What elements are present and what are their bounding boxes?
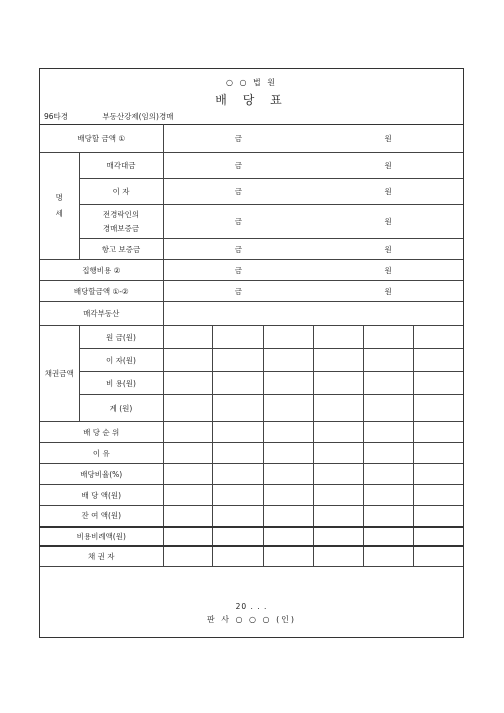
cell[interactable] xyxy=(313,349,363,372)
row-balance xyxy=(40,506,463,527)
label-execution-cost: 집행비용 ② xyxy=(40,260,163,281)
signature-date: 20 . . . xyxy=(235,602,268,611)
row-claim-cost xyxy=(40,372,463,395)
label-balance: 잔 여 액(원) xyxy=(40,506,163,527)
label-reason: 이 유 xyxy=(40,443,163,464)
cell[interactable] xyxy=(163,395,212,422)
cell[interactable] xyxy=(413,506,463,527)
cell[interactable] xyxy=(313,485,363,506)
cell[interactable] xyxy=(413,546,463,567)
value-property[interactable] xyxy=(163,302,463,326)
label-claim-interest: 이 자(원) xyxy=(79,349,163,372)
cell[interactable] xyxy=(363,506,413,527)
cell[interactable] xyxy=(163,372,212,395)
cell[interactable] xyxy=(163,349,212,372)
cell[interactable] xyxy=(263,546,313,567)
label-amount: 배 당 액(원) xyxy=(40,485,163,506)
label-principal: 원 금(원) xyxy=(79,326,163,349)
label-appeal-deposit: 항고 보증금 xyxy=(79,239,163,260)
amount-distributable[interactable]: 금 원 xyxy=(163,125,463,153)
amount-net-distributable[interactable]: 금 원 xyxy=(163,281,463,302)
amount-execution-cost[interactable]: 금 원 xyxy=(163,260,463,281)
cell[interactable] xyxy=(163,527,212,546)
cell[interactable] xyxy=(363,443,413,464)
case-type: 부동산강제(임의)경매 xyxy=(102,112,174,121)
case-number: 96타경 xyxy=(44,112,69,121)
row-ratio xyxy=(40,464,463,485)
cell[interactable] xyxy=(212,485,263,506)
cell[interactable] xyxy=(413,485,463,506)
label-claim-cost: 비 용(원) xyxy=(79,372,163,395)
row-claim-total xyxy=(40,395,463,422)
cell[interactable] xyxy=(212,422,263,443)
cell[interactable] xyxy=(363,546,413,567)
cell[interactable] xyxy=(413,443,463,464)
amount-sale-price[interactable]: 금 원 xyxy=(163,153,463,179)
distribution-table-form xyxy=(39,68,464,638)
cell[interactable] xyxy=(163,326,212,349)
amount-interest[interactable]: 금 원 xyxy=(163,179,463,205)
cell[interactable] xyxy=(313,443,363,464)
judge-signature: 판 사 ○ ○ ○ (인) xyxy=(206,615,297,624)
label-net-distributable: 배당할금액 ①-② xyxy=(40,281,163,302)
cell[interactable] xyxy=(263,372,313,395)
cell[interactable] xyxy=(163,464,212,485)
row-interest xyxy=(40,179,463,205)
cell[interactable] xyxy=(212,546,263,567)
cell[interactable] xyxy=(263,485,313,506)
row-deposit xyxy=(40,205,463,239)
row-net-distributable xyxy=(40,281,463,302)
cell[interactable] xyxy=(163,546,212,567)
cell[interactable] xyxy=(363,326,413,349)
row-execution-cost xyxy=(40,260,463,281)
row-amount xyxy=(40,485,463,506)
row-distributable xyxy=(40,125,463,153)
cell[interactable] xyxy=(363,422,413,443)
cell[interactable] xyxy=(413,349,463,372)
row-rank xyxy=(40,422,463,443)
cell[interactable] xyxy=(163,506,212,527)
amount-deposit[interactable]: 금 원 xyxy=(163,205,463,239)
form-title: 배 당 표 xyxy=(215,93,288,107)
row-claim-interest xyxy=(40,349,463,372)
cell[interactable] xyxy=(212,349,263,372)
label-rank: 배 당 순 위 xyxy=(40,422,163,443)
cell[interactable] xyxy=(413,372,463,395)
cell[interactable] xyxy=(313,527,363,546)
row-principal xyxy=(40,326,463,349)
row-creditor xyxy=(40,546,463,567)
cell[interactable] xyxy=(413,326,463,349)
row-reason xyxy=(40,443,463,464)
cell[interactable] xyxy=(212,326,263,349)
label-property: 매각부동산 xyxy=(40,302,163,326)
cell[interactable] xyxy=(413,422,463,443)
label-claim-total: 계 (원) xyxy=(79,395,163,422)
cell[interactable] xyxy=(263,326,313,349)
label-ratio: 배당비율(%) xyxy=(40,464,163,485)
cell[interactable] xyxy=(263,349,313,372)
row-cost-ratio-amount xyxy=(40,527,463,546)
cell[interactable] xyxy=(313,372,363,395)
row-sale-price xyxy=(40,153,463,179)
cell[interactable] xyxy=(313,506,363,527)
cell[interactable] xyxy=(212,443,263,464)
cell[interactable] xyxy=(212,464,263,485)
cell[interactable] xyxy=(313,546,363,567)
cell[interactable] xyxy=(313,422,363,443)
cell[interactable] xyxy=(212,372,263,395)
cell[interactable] xyxy=(263,422,313,443)
cell[interactable] xyxy=(363,395,413,422)
cell[interactable] xyxy=(263,527,313,546)
label-cost-ratio-amount: 비용비례액(원) xyxy=(40,527,163,546)
label-claims-group: 채권금액 xyxy=(40,326,79,422)
cell[interactable] xyxy=(413,464,463,485)
cell[interactable] xyxy=(363,527,413,546)
case-line xyxy=(44,111,173,122)
label-sale-price: 매각대금 xyxy=(79,153,163,179)
cell[interactable] xyxy=(212,527,263,546)
row-appeal-deposit xyxy=(40,239,463,260)
cell[interactable] xyxy=(313,464,363,485)
label-interest: 이 자 xyxy=(79,179,163,205)
cell[interactable] xyxy=(413,395,463,422)
row-property xyxy=(40,302,463,326)
cell[interactable] xyxy=(163,422,212,443)
cell[interactable] xyxy=(413,527,463,546)
cell[interactable] xyxy=(263,443,313,464)
label-distributable: 배당할 금액 ① xyxy=(40,125,163,153)
cell[interactable] xyxy=(363,372,413,395)
cell[interactable] xyxy=(363,464,413,485)
cell[interactable] xyxy=(363,349,413,372)
label-details-group: 명 세 xyxy=(40,153,79,260)
cell[interactable] xyxy=(263,464,313,485)
amount-appeal-deposit[interactable]: 금 원 xyxy=(163,239,463,260)
label-deposit: 전경락인의 경매보증금 xyxy=(79,205,163,239)
cell[interactable] xyxy=(263,506,313,527)
cell[interactable] xyxy=(163,443,212,464)
court-name: ○ ○ 법 원 xyxy=(225,78,278,87)
distribution-grid xyxy=(40,124,463,567)
cell[interactable] xyxy=(313,395,363,422)
cell[interactable] xyxy=(363,485,413,506)
cell[interactable] xyxy=(212,395,263,422)
cell[interactable] xyxy=(263,395,313,422)
cell[interactable] xyxy=(212,506,263,527)
cell[interactable] xyxy=(313,326,363,349)
label-creditor: 채 권 자 xyxy=(40,546,163,567)
cell[interactable] xyxy=(163,485,212,506)
